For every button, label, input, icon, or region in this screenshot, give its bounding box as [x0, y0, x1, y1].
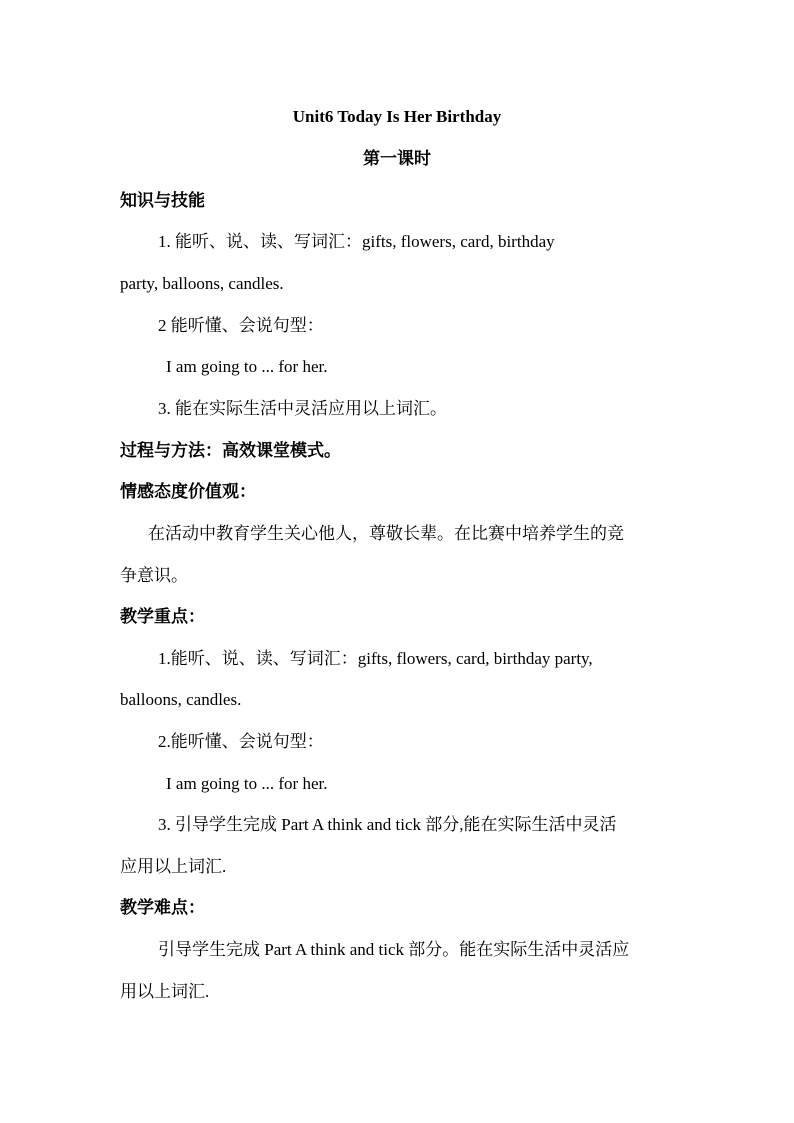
knowledge-item-2-example: I am going to ... for her. [166, 357, 328, 376]
key-point-2: 2.能听懂、会说句型： [158, 732, 324, 751]
knowledge-item-1-line-1: 1. 能听、说、读、写词汇：gifts, flowers, card, birthday [158, 232, 555, 251]
document-title: Unit6 Today Is Her Birthday [292, 107, 502, 126]
key-point-2-example: I am going to ... for her. [166, 774, 328, 793]
key-point-1-line-1: 1.能听、说、读、写词汇：gifts, flowers, card, birthday party, [158, 649, 593, 668]
lesson-subtitle: 第一课时 [363, 149, 431, 168]
key-point-3-line-2: 应用以上词汇. [120, 857, 227, 876]
knowledge-item-1-line-2: party, balloons, candles. [120, 274, 284, 293]
key-point-1-line-2: balloons, candles. [120, 690, 242, 709]
difficulty-text-line-2: 用以上词汇. [120, 982, 210, 1001]
key-points-heading: 教学重点： [120, 607, 205, 626]
emotion-text-line-2: 争意识。 [120, 566, 188, 585]
difficulty-heading: 教学难点： [120, 898, 205, 917]
difficulty-text-line-1: 引导学生完成 Part A think and tick 部分。能在实际生活中灵活应 [158, 940, 630, 959]
knowledge-heading: 知识与技能 [120, 191, 205, 210]
process-method: 过程与方法：高效课堂模式。 [120, 441, 341, 460]
emotion-text-line-1: 在活动中教育学生关心他人，尊敬长辈。在比赛中培养学生的竞 [148, 524, 624, 543]
emotion-heading: 情感态度价值观： [120, 482, 256, 501]
knowledge-item-3: 3. 能在实际生活中灵活应用以上词汇。 [158, 399, 447, 418]
knowledge-item-2: 2 能听懂、会说句型： [158, 316, 324, 335]
key-point-3-line-1: 3. 引导学生完成 Part A think and tick 部分,能在实际生活中灵活 [158, 815, 617, 834]
